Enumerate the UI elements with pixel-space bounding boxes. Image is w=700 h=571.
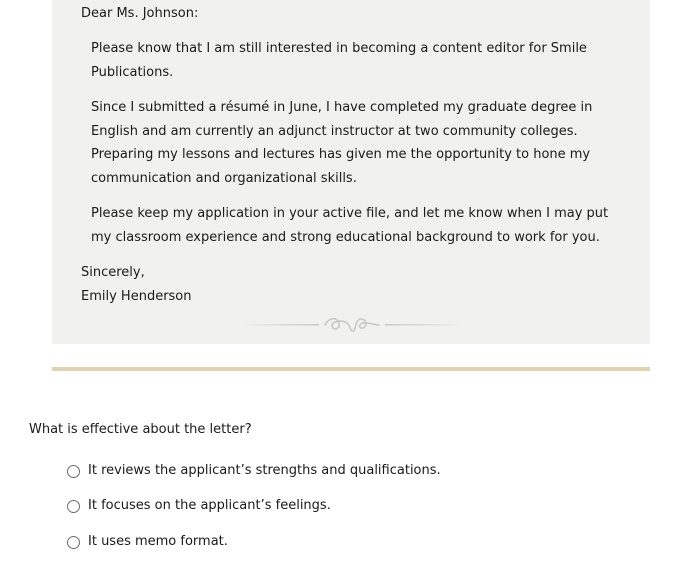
radio-button[interactable] bbox=[67, 500, 80, 513]
answer-option-label: It uses memo format. bbox=[88, 534, 228, 549]
section-divider bbox=[52, 367, 650, 371]
letter-paragraph: Since I submitted a résumé in June, I have completed my graduate degree in English and am currently an adjunct instructor at two community colleges. Preparing my lessons and lectures has given me the opportunity to hone my communication and organizational skills. bbox=[91, 100, 593, 186]
letter-salutation: Dear Ms. Johnson: bbox=[81, 6, 199, 21]
letter-paragraph: Please know that I am still interested in becoming a content editor for Smile Publications. bbox=[91, 41, 587, 80]
answer-option-label: It focuses on the applicant’s feelings. bbox=[88, 498, 331, 513]
question-prompt: What is effective about the letter? bbox=[29, 422, 252, 437]
flourish-ornament-icon bbox=[237, 313, 467, 337]
letter-panel bbox=[52, 0, 650, 344]
radio-button[interactable] bbox=[67, 465, 80, 478]
answer-option[interactable] bbox=[67, 496, 331, 516]
letter-closing: Sincerely, bbox=[81, 265, 145, 280]
radio-button[interactable] bbox=[67, 536, 80, 549]
answer-option-label: It reviews the applicant’s strengths and qualifications. bbox=[88, 463, 441, 478]
answer-option[interactable] bbox=[67, 532, 228, 552]
letter-paragraph: Please keep my application in your active file, and let me know when I may put my classroom experience and strong educational background to work for you. bbox=[91, 206, 609, 245]
letter-signature: Emily Henderson bbox=[81, 289, 192, 304]
answer-option[interactable] bbox=[67, 461, 441, 481]
